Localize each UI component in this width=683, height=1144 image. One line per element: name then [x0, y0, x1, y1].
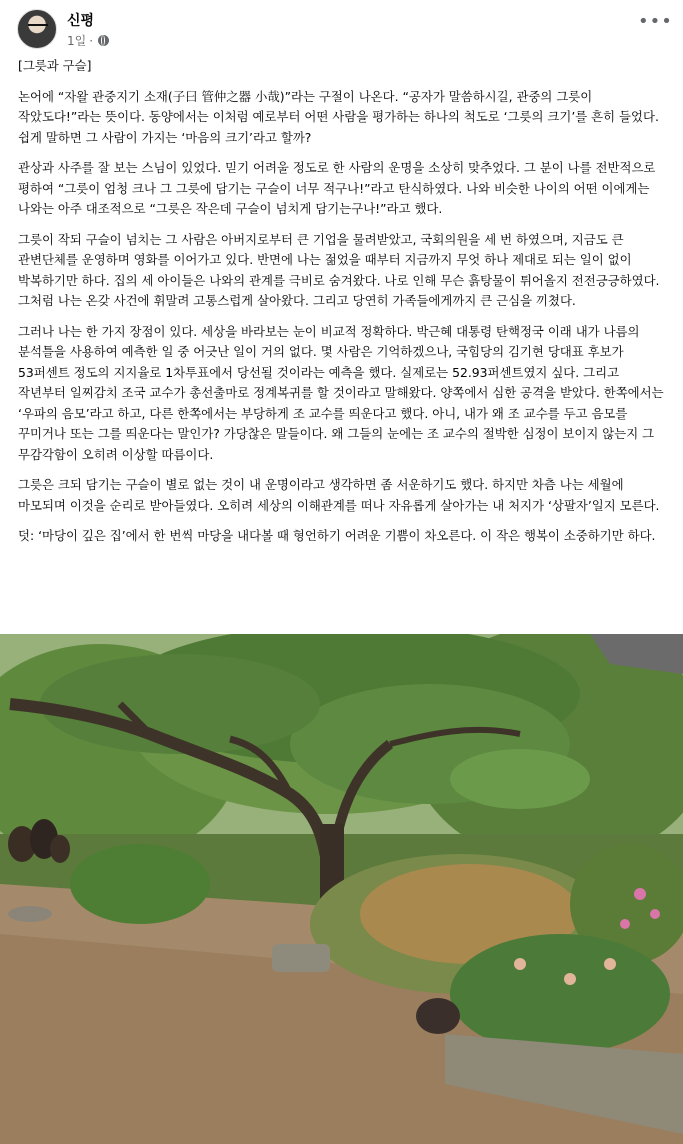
paragraph: 논어에 “자왈 관중지기 소재(子曰 管仲之器 小哉)”라는 구절이 나온다. “공자가 말씀하시길, 관중의 그릇이 작았도다!”라는 뜻이다. 동양에서는 이처럼 예로부터 어떤 사람을 평가하는 하나의 척도로 ‘그릇의 크기’를 흔히 들었다. 쉽게 말하면 그 사람이 가지는 ‘마음의 크기’라고 할까? [18, 88, 659, 145]
paragraph: 그릇이 작되 구슬이 넘치는 그 사람은 아버지로부터 큰 기업을 물려받았고, 국회의원을 세 번 하였으며, 지금도 큰 관변단체를 운영하며 영화를 이어가고 있다. 반면에 나는 젊었을 때부터 지금까지 무엇 하나 제대로 되는 일이 없이 박복하기만 하다. 집의 세 아이들은 나와의 관계를 극비로 숨겨왔다. 나로 인해 무슨 흙탕물이 튀어올지 전전긍긍하였다. 그처럼 나는 온갖 사건에 휘말려 고통스럽게 살아왔다. 그리고 당연히 가족들에게까지 큰 근심을 끼쳤다. [18, 231, 660, 308]
post-title: [그릇과 구슬] [18, 58, 92, 73]
post-text [18, 56, 668, 557]
paragraph: 그러나 나는 한 가지 장점이 있다. 세상을 바라보는 눈이 비교적 정확하다. 박근혜 대통령 탄핵정국 이래 내가 나름의 분석틀을 사용하여 예측한 일 중 어긋난 일이 거의 없다. 몇 사람은 기억하겠으나, 국힘당의 김기현 당대표 후보가 53퍼센트 정도의 지지율로 1차투표에서 당선될 것이라는 예측을 했다. 실제로는 52.93퍼센트였지 싶다. 그리고 작년부터 일찌감치 조국 교수가 총선출마로 정계복귀를 할 것이라고 말해왔다. 양쪽에서 심한 공격을 받았다. 한쪽에서는 ‘우파의 음모’라고 하고, 다른 한쪽에서는 부당하게 조 교수를 띄운다고 했다. 아니, 내가 왜 조 교수를 두고 음모를 꾸미거나 또는 그를 띄운다는 말인가? 가당찮은 말들이다. 왜 그들의 눈에는 조 교수의 절박한 심정이 보이지 않는지 그 무감각함이 오히려 이상할 따름이다. [18, 323, 664, 462]
post-photo[interactable] [0, 634, 683, 1144]
post-meta [67, 32, 109, 49]
meta-separator: · [89, 33, 94, 48]
garden-photo [0, 634, 683, 1144]
more-options-icon[interactable]: ••• [638, 11, 673, 32]
paragraph: 덧: ‘마당이 깊은 집’에서 한 번씩 마당을 내다볼 때 형언하기 어려운 기쁨이 차오른다. 이 작은 행복이 소중하기만 하다. [18, 528, 656, 543]
paragraph: 그릇은 크되 담기는 구슬이 별로 없는 것이 내 운명이라고 생각하면 좀 서운하기도 했다. 하지만 차츰 나는 세월에 마모되며 이것을 순리로 받아들였다. 오히려 세상의 이해관계를 떠나 자유롭게 살아가는 내 처지가 ‘상팔자’일지 모른다. [18, 477, 660, 513]
paragraph: 관상과 사주를 잘 보는 스님이 있었다. 믿기 어려울 정도로 한 사람의 운명을 소상히 맞추었다. 그 분이 나를 전반적으로 평하여 “그릇이 엄청 크나 그 그릇에 담기는 구슬이 너무 적구나!”라고 탄식하였다. 나와 비슷한 나이의 어떤 이에게는 나와는 아주 대조적으로 “그릇은 작은데 구슬이 넘치게 담기는구나!”라고 했다. [18, 160, 656, 216]
globe-icon[interactable] [98, 35, 109, 46]
author-name[interactable]: 신평 [67, 13, 95, 29]
post-header [0, 0, 683, 56]
post-timestamp[interactable]: 1일 [67, 34, 87, 48]
author-avatar[interactable] [17, 9, 57, 49]
